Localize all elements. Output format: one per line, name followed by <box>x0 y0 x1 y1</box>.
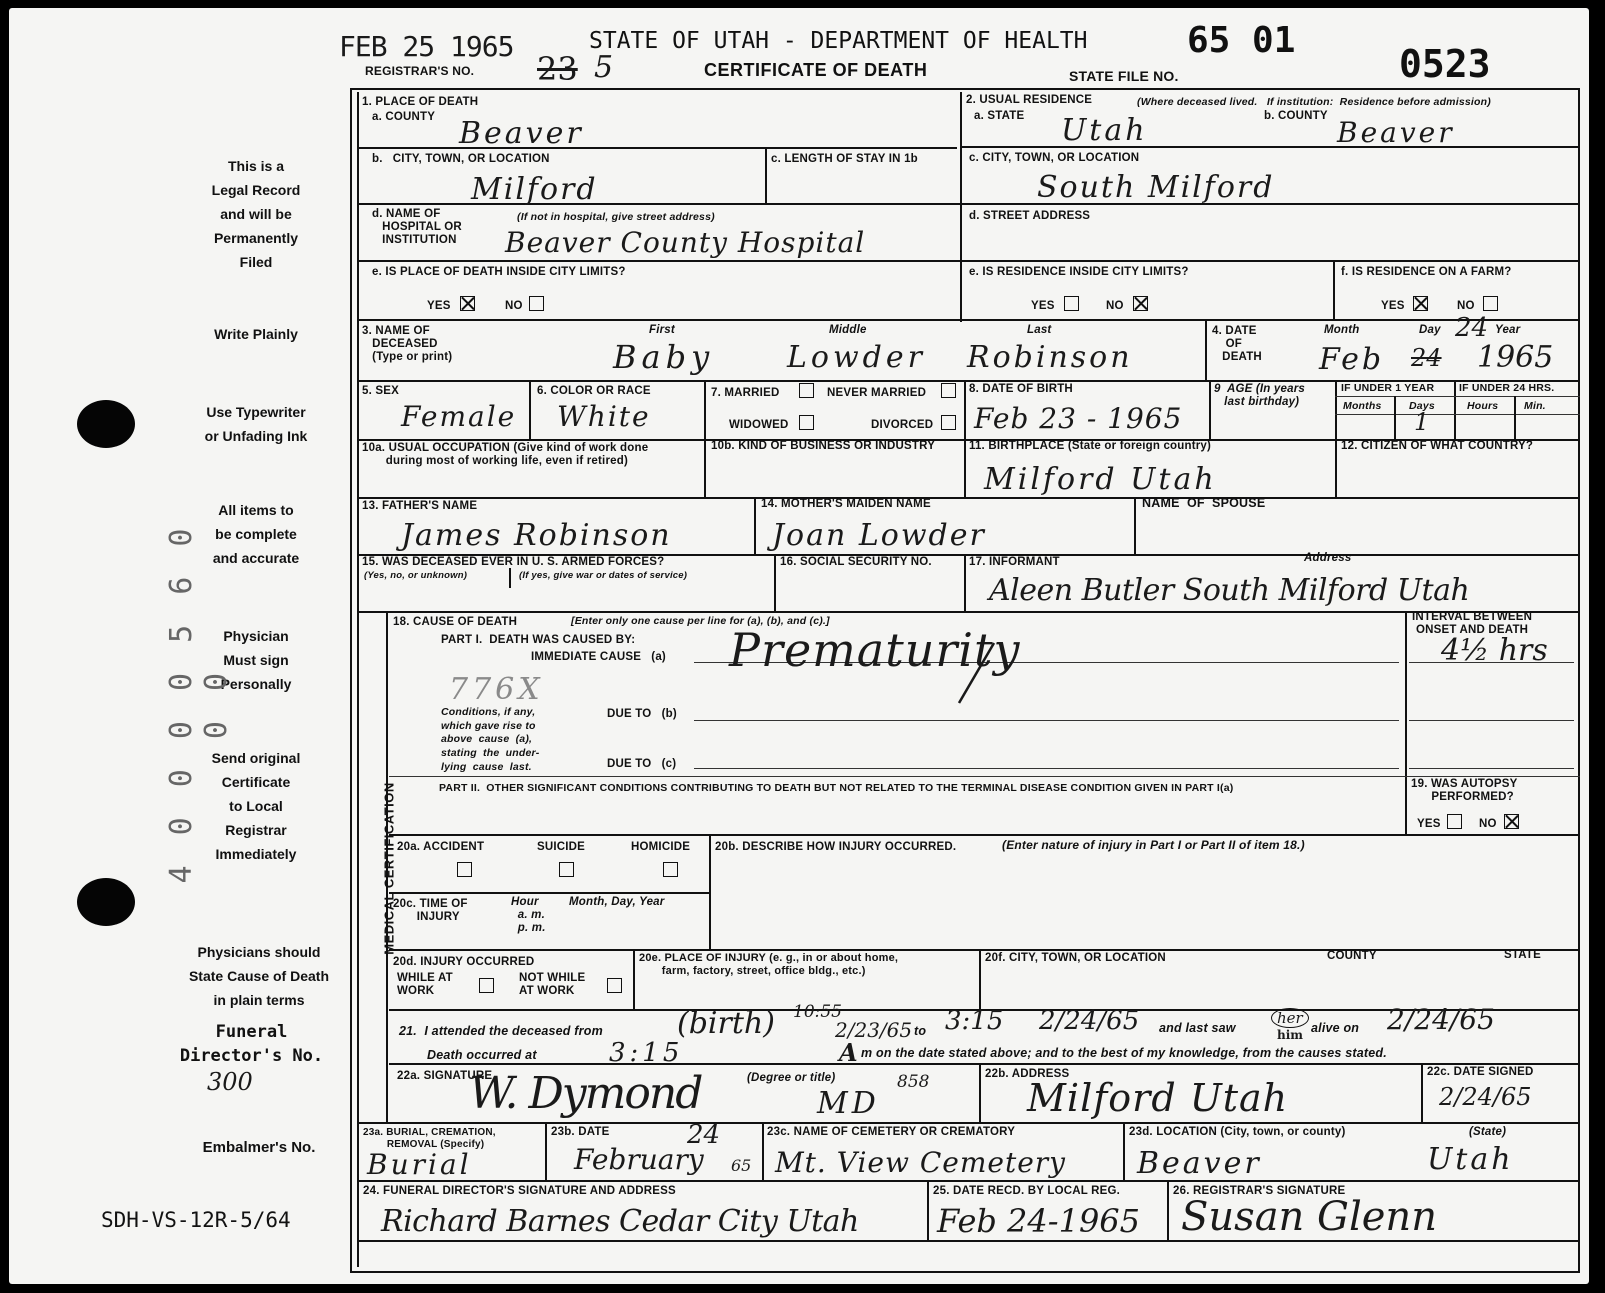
label-res-county: b. COUNTY <box>1264 110 1328 122</box>
value-burial-day: 24 <box>687 1120 721 1150</box>
label-residence-note: (Where deceased lived. If institution: Residence before admission) <box>1137 96 1491 108</box>
label-suicide: SUICIDE <box>537 841 586 853</box>
value-city: Milford <box>471 172 598 207</box>
value-death-day: 24 <box>1455 313 1489 343</box>
label-hospital-note: (If not in hospital, give street address) <box>517 211 715 223</box>
label-farm: f. IS RESIDENCE ON A FARM? <box>1341 266 1512 278</box>
stamp-date: FEB 25 1965 <box>339 30 514 63</box>
label-while-at-work: WHILE AT WORK <box>397 972 453 998</box>
label-hours: Hours <box>1467 400 1499 412</box>
value-degree-no: 858 <box>897 1072 930 1092</box>
checkbox-divorced[interactable] <box>941 415 956 430</box>
label-armed-forces: 15. WAS DECEASED EVER IN U. S. ARMED FORCES? <box>362 556 665 568</box>
funeral-no-label: Funeral Director's No. <box>179 1022 324 1066</box>
label-date-received: 25. DATE RECD. BY LOCAL REG. <box>933 1185 1121 1197</box>
value-birthplace: Milford Utah <box>984 462 1217 497</box>
label-birthplace: 11. BIRTHPLACE (State or foreign country) <box>969 440 1212 452</box>
label-burial-date: 23b. DATE <box>551 1126 610 1138</box>
value-informant: Aleen Butler South Milford Utah <box>989 573 1470 608</box>
checkbox-autopsy-no[interactable] <box>1504 814 1519 829</box>
checkbox-married[interactable] <box>799 383 814 398</box>
label-no-2e: NO <box>1106 300 1124 312</box>
value-burial-month: February <box>574 1143 704 1176</box>
value-burial: Burial <box>367 1148 472 1181</box>
label-widowed: WIDOWED <box>729 419 789 431</box>
value-county: Beaver <box>459 116 584 151</box>
label-armed-note1: (Yes, no, or unknown) <box>364 570 468 581</box>
label-sex: 5. SEX <box>362 385 399 397</box>
label-injury-city: 20f. CITY, TOWN, OR LOCATION <box>985 952 1166 964</box>
label-cause-of-death: 18. CAUSE OF DEATH <box>393 616 518 628</box>
note-legal: This is a Legal Record and will be Permanently Filed <box>211 158 301 270</box>
value-age-days: 1 <box>1414 408 1430 436</box>
label-county: a. COUNTY <box>372 111 436 123</box>
value-registrar-sig: Susan Glenn <box>1181 1194 1437 1240</box>
label-father: 13. FATHER'S NAME <box>362 500 478 512</box>
value-race: White <box>557 400 651 433</box>
note-send: Send original Certificate to Local Registrar Immediately <box>211 750 301 862</box>
state-file-label: STATE FILE NO. <box>1069 68 1179 84</box>
label-city: b. CITY, TOWN, OR LOCATION <box>372 153 550 165</box>
value-saw-pronoun: her <box>1271 1008 1309 1028</box>
cause-pen-stroke <box>949 638 1009 708</box>
funeral-no: 300 <box>207 1068 253 1096</box>
vertical-stamp: 4 0 0 0 0 5 6 0 0 0 <box>164 522 234 884</box>
label-yes-2f: YES <box>1381 300 1405 312</box>
label-attended: 21. I attended the deceased from <box>399 1024 603 1038</box>
label-on-date: m on the date stated above; and to the best of my knowledge, from the causes stated. <box>861 1046 1387 1060</box>
label-signature: 22a. SIGNATURE <box>397 1070 493 1082</box>
value-attended-from-time: 10:55 <box>793 1002 842 1022</box>
value-death-month: Feb <box>1319 342 1385 377</box>
label-business: 10b. KIND OF BUSINESS OR INDUSTRY <box>711 440 936 452</box>
value-attended-from-date: 2/23/65 <box>835 1018 913 1042</box>
certificate-title: CERTIFICATE OF DEATH <box>704 60 928 80</box>
value-cause: Prematurity <box>729 623 1021 677</box>
form-code: SDH-VS-12R-5/64 <box>101 1208 291 1232</box>
value-sex: Female <box>401 400 517 433</box>
label-under-24-hrs: IF UNDER 24 HRS. <box>1459 382 1555 394</box>
label-first: First <box>649 324 675 336</box>
value-death-ampm: A <box>839 1038 858 1067</box>
value-res-state: Utah <box>1061 113 1148 148</box>
value-cem-state: Utah <box>1427 1142 1514 1177</box>
file-prefix: 65 01 <box>1187 20 1296 61</box>
value-attended-from: (birth) <box>677 1006 775 1041</box>
label-immediate-cause: IMMEDIATE CAUSE (a) <box>531 651 666 663</box>
checkbox-2e-yes[interactable] <box>1064 296 1079 311</box>
label-yes-19: YES <box>1417 818 1441 830</box>
registrar-no-label: REGISTRAR'S NO. <box>365 64 475 78</box>
value-interval: 4½ hrs <box>1441 633 1548 668</box>
label-cem-state: (State) <box>1469 1126 1507 1138</box>
label-degree: (Degree or title) <box>747 1072 836 1084</box>
checkbox-2e-no[interactable] <box>1133 296 1148 311</box>
value-hospital: Beaver County Hospital <box>505 226 866 259</box>
label-no-19: NO <box>1479 818 1497 830</box>
label-citizen: 12. CITIZEN OF WHAT COUNTRY? <box>1341 440 1534 452</box>
label-yes-1e: YES <box>427 300 451 312</box>
label-funeral-director: 24. FUNERAL DIRECTOR'S SIGNATURE AND ADDRESS <box>363 1185 676 1197</box>
label-no-2f: NO <box>1457 300 1475 312</box>
label-homicide: HOMICIDE <box>631 841 691 853</box>
label-last-saw: and last saw <box>1159 1021 1236 1035</box>
label-place-of-death: 1. PLACE OF DEATH <box>362 96 479 108</box>
checkbox-1e-no[interactable] <box>529 296 544 311</box>
checkbox-while-at-work[interactable] <box>479 978 494 993</box>
label-hour-ampm: Hour a. m. p. m. <box>511 896 546 935</box>
value-alive-date: 2/24/65 <box>1387 1003 1495 1036</box>
file-number: 0523 <box>1399 42 1491 86</box>
label-armed-note2: (If yes, give war or dates of service) <box>519 570 688 581</box>
label-day: Day <box>1419 324 1441 336</box>
punch-hole-top <box>77 400 135 448</box>
value-sig-address: Milford Utah <box>1027 1076 1289 1120</box>
label-month: Month <box>1324 324 1360 336</box>
label-injury-note: (Enter nature of injury in Part I or Part II of item 18.) <box>1002 838 1305 852</box>
value-cemetery: Mt. View Cemetery <box>775 1146 1066 1179</box>
value-death-time: 3:15 <box>609 1038 684 1068</box>
label-part1: PART I. DEATH WAS CAUSED BY: <box>441 634 636 646</box>
label-usual-residence: 2. USUAL RESIDENCE <box>966 94 1093 106</box>
label-yes-2e: YES <box>1031 300 1055 312</box>
label-time-of-injury: 20c. TIME OF INJURY <box>393 898 468 924</box>
checkbox-accident[interactable] <box>457 862 472 877</box>
note-physician: Physician Must sign Personally <box>220 628 292 692</box>
label-res-state: a. STATE <box>974 110 1025 122</box>
label-last: Last <box>1027 324 1052 336</box>
label-date-signed: 22c. DATE SIGNED <box>1427 1066 1534 1078</box>
note-complete: All items to be complete and accurate <box>212 502 300 566</box>
value-burial-year: 65 <box>731 1156 752 1175</box>
punch-hole-bottom <box>77 878 135 926</box>
value-cem-location: Beaver <box>1137 1146 1262 1181</box>
label-middle: Middle <box>829 324 867 336</box>
value-funeral-director: Richard Barnes Cedar City Utah <box>381 1204 859 1239</box>
label-sig-address: 22b. ADDRESS <box>985 1068 1070 1080</box>
label-accident: 20a. ACCIDENT <box>397 841 485 853</box>
label-occupation: 10a. USUAL OCCUPATION (Give kind of work done during most of working life, even if retired) <box>362 442 649 468</box>
label-autopsy: 19. WAS AUTOPSY PERFORMED? <box>1411 778 1518 804</box>
label-death-occurred: Death occurred at <box>427 1048 537 1062</box>
label-name-deceased: 3. NAME OF DECEASED (Type or print) <box>362 325 453 364</box>
value-dob: Feb 23 - 1965 <box>974 402 1183 435</box>
label-injury-state: STATE <box>1504 949 1541 961</box>
label-divorced: DIVORCED <box>871 419 934 431</box>
value-mother: Joan Lowder <box>772 518 986 553</box>
label-describe-injury: 20b. DESCRIBE HOW INJURY OCCURRED. <box>715 841 957 853</box>
checkbox-widowed[interactable] <box>799 415 814 430</box>
checkbox-suicide[interactable] <box>559 862 574 877</box>
label-days: Days <box>1409 400 1435 412</box>
embalmer-label: Embalmer's No. <box>202 1139 316 1156</box>
label-married: 7. MARRIED <box>711 387 780 399</box>
value-cause-code: 776X <box>449 672 544 707</box>
label-date-of-death: 4. DATE OF DEATH <box>1212 325 1262 364</box>
label-year: Year <box>1495 324 1521 336</box>
label-informant: 17. INFORMANT <box>969 556 1060 568</box>
value-father: James Robinson <box>401 518 672 553</box>
checkbox-1e-yes[interactable] <box>460 296 475 311</box>
label-mdy: Month, Day, Year <box>569 896 665 908</box>
label-min: Min. <box>1524 400 1546 412</box>
checkbox-2f-no[interactable] <box>1483 296 1498 311</box>
label-not-while-work: NOT WHILE AT WORK <box>519 972 586 998</box>
value-attended-to-time: 3:15 <box>945 1006 1004 1036</box>
checkbox-never-married[interactable] <box>941 383 956 398</box>
label-mother: 14. MOTHER'S MAIDEN NAME <box>761 498 931 510</box>
value-death-year: 1965 <box>1477 340 1554 375</box>
label-cemetery: 23c. NAME OF CEMETERY OR CREMATORY <box>767 1126 1016 1138</box>
label-ssn: 16. SOCIAL SECURITY NO. <box>780 556 932 568</box>
registrar-no-struck: 23 <box>537 50 578 88</box>
checkbox-not-while-at-work[interactable] <box>607 978 622 993</box>
value-date-received: Feb 24-1965 <box>937 1202 1141 1240</box>
value-date-signed: 2/24/65 <box>1439 1083 1532 1111</box>
note-plain: Write Plainly <box>214 326 298 342</box>
label-alive-on: alive on <box>1311 1021 1360 1035</box>
label-dob: 8. DATE OF BIRTH <box>969 383 1073 395</box>
value-middle-name: Lowder <box>787 340 926 375</box>
label-conditions: Conditions, if any, which gave rise to above cause (a), stating the under- lying cause last. <box>441 706 540 773</box>
value-last-name: Robinson <box>967 340 1133 375</box>
value-attended-to-date: 2/24/65 <box>1039 1006 1140 1036</box>
label-months: Months <box>1343 400 1382 412</box>
label-no-1e: NO <box>505 300 523 312</box>
label-street-address: d. STREET ADDRESS <box>969 210 1091 222</box>
checkbox-2f-yes[interactable] <box>1413 296 1428 311</box>
label-race: 6. COLOR OR RACE <box>537 385 651 397</box>
label-cause-note: [Enter only one cause per line for (a), (b), and (c).] <box>571 615 830 627</box>
label-address: Address <box>1304 552 1352 564</box>
label-part2: PART II. OTHER SIGNIFICANT CONDITIONS CONTRIBUTING TO DEATH BUT NOT RELATED TO THE TERMINAL DISEASE CONDITION GIVEN IN PART I(a) <box>439 782 1234 794</box>
label-interval: INTERVAL BETWEEN ONSET AND DEATH <box>1412 611 1533 637</box>
certificate-sheet <box>9 8 1589 1284</box>
label-to: to <box>914 1024 927 1038</box>
label-injury-county: COUNTY <box>1327 950 1377 962</box>
label-medical-certification: MEDICAL CERTIFICATION <box>381 782 397 955</box>
value-degree: MD <box>817 1086 880 1121</box>
label-cem-location: 23d. LOCATION (City, town, or county) <box>1129 1126 1346 1138</box>
checkbox-autopsy-yes[interactable] <box>1447 814 1462 829</box>
label-injury-occurred: 20d. INJURY OCCURRED <box>393 956 535 968</box>
value-death-day-struck: 24 <box>1411 344 1442 372</box>
label-res-inside-city: e. IS RESIDENCE INSIDE CITY LIMITS? <box>969 266 1189 278</box>
value-first-name: Baby <box>613 338 715 376</box>
value-saw-alt: him <box>1277 1028 1303 1042</box>
note-ink: Use Typewriter or Unfading Ink <box>204 404 308 444</box>
label-due-c: DUE TO (c) <box>607 758 677 770</box>
value-signature: W. Dymond <box>469 1068 702 1119</box>
label-age: 9 AGE (In years last birthday) <box>1214 383 1305 409</box>
label-length-of-stay: c. LENGTH OF STAY IN 1b <box>771 153 918 165</box>
label-spouse: NAME OF SPOUSE <box>1142 496 1266 510</box>
state-title: STATE OF UTAH - DEPARTMENT OF HEALTH <box>589 28 1088 54</box>
label-hospital: d. NAME OF HOSPITAL OR INSTITUTION <box>372 208 462 247</box>
label-place-of-injury: 20e. PLACE OF INJURY (e. g., in or about home, farm, factory, street, office bldg., etc.) <box>639 952 899 977</box>
label-res-city: c. CITY, TOWN, OR LOCATION <box>969 152 1140 164</box>
value-res-city: South Milford <box>1037 170 1275 205</box>
label-under-1-year: IF UNDER 1 YEAR <box>1341 382 1435 394</box>
registrar-no: 5 <box>594 50 614 85</box>
value-res-county: Beaver <box>1337 116 1455 149</box>
checkbox-homicide[interactable] <box>663 862 678 877</box>
label-never-married: NEVER MARRIED <box>827 387 927 399</box>
label-due-b: DUE TO (b) <box>607 708 677 720</box>
label-registrar-sig: 26. REGISTRAR'S SIGNATURE <box>1173 1185 1346 1197</box>
note-cause: Physicians should State Cause of Death in plain terms <box>188 944 330 1008</box>
label-inside-city-limits: e. IS PLACE OF DEATH INSIDE CITY LIMITS? <box>372 266 626 278</box>
label-burial: 23a. BURIAL, CREMATION, REMOVAL (Specify) <box>363 1127 496 1150</box>
